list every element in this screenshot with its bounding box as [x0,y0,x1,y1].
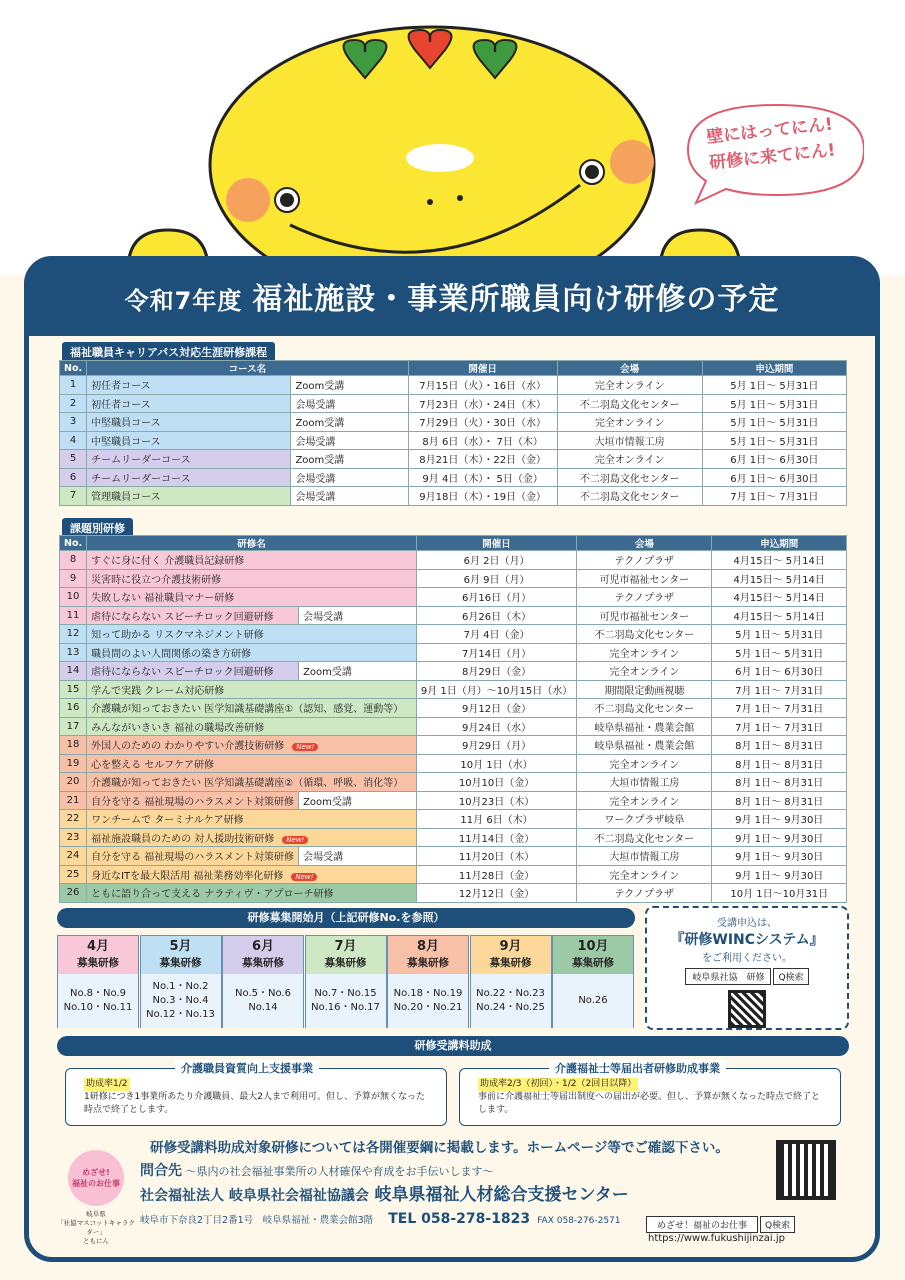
mascot-logo: めざせ! 福祉のお仕事 岐阜県 「社協マスコットキャラクター」 ともにん [56,1150,136,1246]
month-label: 10月 [577,939,609,954]
table-row [60,394,847,413]
cell-venue: 完全オンライン [577,865,712,884]
cell-name: 介護職が知っておきたい 医学知識基礎講座①（認知、感覚、運動等） [87,699,417,718]
contact-block [140,1160,629,1227]
month-sub: 募集研修 [159,957,202,969]
cell-period: 9月 1日〜 9月30日 [712,810,847,829]
topic-table [59,535,847,903]
month-label: 9月 [499,939,522,954]
footer-search [646,1216,795,1233]
month-label: 7月 [334,939,357,954]
month-line: No.7・No.15 [314,988,377,999]
cell-period: 5月 1日〜 5月31日 [702,394,846,413]
website-url[interactable]: https://www.fukushijinzai.jp [648,1233,786,1244]
cell-sub: 会場受講 [291,487,408,506]
cell-period: 7月 1日〜 7月31日 [712,699,847,718]
winc-box [645,906,849,1030]
cell-venue: テクノプラザ [577,551,712,570]
cell-no: 6 [60,468,87,487]
topic-section-label: 課題別研修 [62,518,133,538]
col-venue: 会場 [577,536,712,551]
cell-venue: 大垣市情報工房 [577,847,712,866]
cell-name: 中堅職員コース [87,431,291,450]
cell-no: 17 [60,717,87,736]
month-line: No.8・No.9 [70,988,126,999]
cell-no: 7 [60,487,87,506]
cell-date: 8月29日（金） [416,662,576,681]
cell-date: 10月 1日（水） [416,754,576,773]
cell-period: 8月 1日〜 8月31日 [712,754,847,773]
month-label: 6月 [251,939,275,954]
months-bar: 研修募集開始月（上記研修No.を参照） [57,908,635,928]
table-row [60,791,847,810]
winc-line1: 受講申込は、 [717,918,777,929]
cell-venue: 不二羽島文化センター [557,468,702,487]
month-line: No.3・No.4 [152,995,209,1006]
cell-name: チームリーダーコース [87,468,291,487]
cell-name: 中堅職員コース [87,413,291,432]
cell-no: 19 [60,754,87,773]
month-line: No.10・No.11 [63,1002,133,1013]
table-row [60,551,847,570]
col-venue: 会場 [557,361,702,376]
winc-line2: をご利用ください。 [702,953,792,964]
table-row [60,625,847,644]
tel: TEL 058-278-1823 [388,1211,531,1227]
cell-venue: 可児市福祉センター [577,606,712,625]
subsidy-left-box [65,1068,447,1126]
cell-date: 11月28日（金） [416,865,576,884]
cell-venue: 不二羽島文化センター [577,828,712,847]
winc-system: 『研修WINCシステム』 [670,932,824,948]
col-date: 開催日 [416,536,576,551]
table-row [60,450,847,469]
cell-no: 16 [60,699,87,718]
cell-venue: 期間限定動画視聴 [577,680,712,699]
table-row [60,736,847,755]
cell-no: 12 [60,625,87,644]
table-row [60,847,847,866]
table-row [60,431,847,450]
month-tab [57,935,139,1028]
cell-name [87,865,417,884]
table-row [60,413,847,432]
cell-no: 14 [60,662,87,681]
col-date: 開催日 [408,361,557,376]
month-tab [140,935,222,1028]
cell-period: 7月 1日〜 7月31日 [712,717,847,736]
table-row [60,810,847,829]
month-line: No.26 [578,995,608,1006]
col-name: 研修名 [87,536,417,551]
table-row [60,468,847,487]
table-row [60,773,847,792]
subsidy-right-text: 事前に介護福祉士等届出制度への届出が必要。但し、予算が無くなった時点で終了とします。 [478,1092,821,1115]
cell-date: 10月23日（木） [416,791,576,810]
tagline: 〜県内の社会福祉事業所の人材確保や育成をお手伝いします〜 [185,1165,494,1178]
cell-no: 11 [60,606,87,625]
cell-no: 15 [60,680,87,699]
cell-name: 知って助かる リスクマネジメント研修 [87,625,417,644]
cell-period: 8月 1日〜 8月31日 [712,773,847,792]
new-badge: New! [292,743,318,751]
cell-no: 4 [60,431,87,450]
cell-no: 9 [60,569,87,588]
training-name: 福祉施設職員のための 対人援助技術研修 [91,833,275,845]
winc-search-button[interactable]: Q検索 [773,968,808,985]
cell-name: 管理職員コース [87,487,291,506]
cell-name: 介護職が知っておきたい 医学知識基礎講座②（循環、呼吸、消化等） [87,773,417,792]
cell-sub: 会場受講 [299,847,417,866]
career-table [59,360,847,506]
table-row [60,643,847,662]
month-tab [552,935,634,1028]
center-name: 岐阜県福祉人材総合支援センター [374,1185,629,1205]
col-period: 申込期間 [712,536,847,551]
cell-name: 虐待にならない スピーチロック回避研修 [87,606,299,625]
footer-search-input[interactable]: めざせ！福祉のお仕事 [646,1216,758,1233]
month-line: No.5・No.6 [235,988,291,999]
month-sub: 募集研修 [324,957,367,969]
cell-no: 5 [60,450,87,469]
month-line: No.24・No.25 [476,1002,545,1013]
cell-date: 11月14日（金） [416,828,576,847]
cell-date: 9月 4日（木）・ 5日（金） [408,468,557,487]
training-name: 身近なITを最大限活用 福祉業務効率化研修 [91,870,284,882]
cell-name: みんながいきいき 福祉の職場改善研修 [87,717,417,736]
cell-venue: 不二羽島文化センター [577,625,712,644]
table-row [60,754,847,773]
cell-period: 4月15日〜 5月14日 [712,569,847,588]
month-line: No.18・No.19 [393,988,463,999]
cell-venue: テクノプラザ [577,588,712,607]
cell-name [87,828,417,847]
cell-venue: 完全オンライン [577,662,712,681]
cell-date: 7月15日（火）・16日（水） [408,376,557,395]
qr-code-icon [728,990,766,1028]
cell-no: 24 [60,847,87,866]
subsidy-left-text: 1研修につき1事業所あたり介護職員、最大2人まで利用可。但し、予算が無くなった時点で終了とします。 [84,1092,426,1115]
month-line: No.12・No.13 [146,1009,215,1020]
cell-no: 26 [60,884,87,903]
subsidy-right-rate: 助成率2/3（初回）・1/2（2回目以降） [480,1079,637,1089]
career-section-label: 福祉職員キャリアパス対応生涯研修課程 [62,342,275,362]
month-tab [222,935,304,1028]
cell-period: 4月15日〜 5月14日 [712,606,847,625]
new-badge: New! [282,836,308,844]
month-line: No.14 [248,1002,278,1013]
cell-no: 13 [60,643,87,662]
page-title: 令和7年度 福祉施設・事業所職員向け研修の予定 [124,282,780,317]
cell-period: 6月 1日〜 6月30日 [712,662,847,681]
col-no: No. [60,361,87,376]
cell-date: 9月24日（水） [416,717,576,736]
cell-period: 5月 1日〜 5月31日 [702,413,846,432]
subsidy-bar: 研修受講料助成 [57,1036,849,1056]
cell-date: 7月29日（火）・30日（水） [408,413,557,432]
cell-date: 6月16日（月） [416,588,576,607]
cell-date: 6月26日（木） [416,606,576,625]
cell-no: 1 [60,376,87,395]
winc-search-input[interactable]: 岐阜県社協 研修 [685,968,771,985]
cell-name: すぐに身に付く 介護職員記録研修 [87,551,417,570]
subsidy-left-title: 介護職員資質向上支援事業 [175,1060,319,1076]
cell-date: 7月14日（月） [416,643,576,662]
cell-no: 3 [60,413,87,432]
cell-period: 5月 1日〜 5月31日 [712,625,847,644]
cell-period: 8月 1日〜 8月31日 [712,791,847,810]
cell-period: 5月 1日〜 5月31日 [702,376,846,395]
subsidy-left-rate: 助成率1/2 [86,1079,128,1089]
cell-venue: テクノプラザ [577,884,712,903]
month-line: No.20・No.21 [393,1002,463,1013]
cell-name: 失敗しない 福祉職員マナー研修 [87,588,417,607]
cell-venue: 完全オンライン [577,643,712,662]
table-row [60,680,847,699]
cell-no: 23 [60,828,87,847]
col-name: コース名 [87,361,409,376]
month-tab [470,935,552,1028]
cell-date: 6月 9日（月） [416,569,576,588]
cell-date: 9月29日（月） [416,736,576,755]
table-row [60,865,847,884]
cell-venue: 完全オンライン [557,450,702,469]
month-label: 4月 [86,939,110,954]
cell-venue: 不二羽島文化センター [577,699,712,718]
cell-sub: 会場受講 [299,606,417,625]
cell-venue: 完全オンライン [557,413,702,432]
cell-period: 9月 1日〜 9月30日 [712,828,847,847]
training-name: 外国人のための わかりやすい介護技術研修 [91,741,285,753]
cell-venue: 不二羽島文化センター [557,394,702,413]
cell-period: 6月 1日〜 6月30日 [702,468,846,487]
month-line: No.1・No.2 [152,981,209,992]
col-period: 申込期間 [702,361,846,376]
cell-period: 4月15日〜 5月14日 [712,588,847,607]
month-sub: 募集研修 [572,957,614,969]
cell-sub: Zoom受講 [291,413,408,432]
cell-no: 10 [60,588,87,607]
cell-no: 21 [60,791,87,810]
inquiry-label: 問合先 [140,1163,182,1179]
cell-name: チームリーダーコース [87,450,291,469]
col-no: No. [60,536,87,551]
table-row [60,884,847,903]
bubble-text: 壁にはってにん! 研修に来てにん! [705,114,837,174]
cell-venue: 可児市福祉センター [577,569,712,588]
cell-period: 5月 1日〜 5月31日 [712,643,847,662]
cell-date: 8月 6日（水）・ 7日（木） [408,431,557,450]
cell-venue: 完全オンライン [577,791,712,810]
table-row [60,606,847,625]
cell-name: 初任者コース [87,394,291,413]
month-sub: 募集研修 [489,957,532,969]
cell-venue: 大垣市情報工房 [557,431,702,450]
cell-date: 11月 6日（木） [416,810,576,829]
month-line: No.16・No.17 [311,1002,380,1013]
cell-venue: 完全オンライン [577,754,712,773]
cell-venue: 不二羽島文化センター [557,487,702,506]
cell-date: 11月20日（木） [416,847,576,866]
table-row [60,569,847,588]
cell-period: 4月15日〜 5月14日 [712,551,847,570]
new-badge: New! [291,873,317,881]
month-line: No.22・No.23 [476,988,545,999]
cell-venue: 岐阜県福祉・農業会館 [577,736,712,755]
fax: FAX 058-276-2571 [537,1216,621,1226]
org-name: 社会福祉法人 岐阜県社会福祉協議会 [140,1188,369,1204]
table-row [60,717,847,736]
cell-name: 自分を守る 福祉現場のハラスメント対策研修 [87,791,299,810]
table-row [60,699,847,718]
cell-venue: 完全オンライン [557,376,702,395]
cell-date: 9月18日（木）・19日（金） [408,487,557,506]
cell-sub: Zoom受講 [299,791,417,810]
cell-date: 9月 1日（月）〜10月15日（水） [416,680,576,699]
table-row [60,487,847,506]
subsidy-right-box [459,1068,841,1126]
cell-name: 災害時に役立つ介護技術研修 [87,569,417,588]
cell-period: 8月 1日〜 8月31日 [712,736,847,755]
cell-date: 8月21日（木）・22日（金） [408,450,557,469]
month-tab [305,935,387,1028]
cell-name: 職員間のよい人間関係の築き方研修 [87,643,417,662]
cell-date: 10月10日（金） [416,773,576,792]
cell-sub: 会場受講 [291,431,408,450]
table-row [60,588,847,607]
cell-date: 6月 2日（月） [416,551,576,570]
cell-date: 9月12日（金） [416,699,576,718]
cell-period: 6月 1日〜 6月30日 [702,450,846,469]
month-label: 8月 [416,939,440,954]
cell-period: 5月 1日〜 5月31日 [702,431,846,450]
cell-name: 虐待にならない スピーチロック回避研修 [87,662,299,681]
table-row [60,828,847,847]
cell-no: 2 [60,394,87,413]
cell-name: ワンチームで ターミナルケア研修 [87,810,417,829]
address: 岐阜市下奈良2丁目2番1号 岐阜県福祉・農業会館3階 [140,1215,374,1226]
cell-date: 7月 4日（金） [416,625,576,644]
footer-search-button[interactable]: Q検索 [760,1216,795,1233]
cell-period: 9月 1日〜 9月30日 [712,847,847,866]
cell-name: 心を整える セルフケア研修 [87,754,417,773]
subsidy-right-title: 介護福祉士等届出者研修助成事業 [549,1060,726,1076]
cell-no: 22 [60,810,87,829]
cell-period: 7月 1日〜 7月31日 [702,487,846,506]
table-row [60,376,847,395]
cell-venue: 岐阜県福祉・農業会館 [577,717,712,736]
month-sub: 募集研修 [77,957,119,969]
cell-name: ともに語り合って支える ナラティヴ・アプローチ研修 [87,884,417,903]
month-tab [387,935,469,1028]
cell-date: 7月23日（水）・24日（木） [408,394,557,413]
cell-date: 12月12日（金） [416,884,576,903]
cell-name: 初任者コース [87,376,291,395]
cell-name: 学んで実践 クレーム対応研修 [87,680,417,699]
cell-venue: 大垣市情報工房 [577,773,712,792]
footer-qr-icon [776,1140,836,1200]
cell-no: 18 [60,736,87,755]
cell-period: 10月 1日〜10月31日 [712,884,847,903]
cell-sub: Zoom受講 [299,662,417,681]
month-label: 5月 [169,939,192,954]
cell-no: 25 [60,865,87,884]
month-sub: 募集研修 [407,957,449,969]
month-sub: 募集研修 [242,957,284,969]
cell-sub: 会場受講 [291,468,408,487]
cell-venue: ワークプラザ岐阜 [577,810,712,829]
cell-no: 20 [60,773,87,792]
cell-name: 自分を守る 福祉現場のハラスメント対策研修 [87,847,299,866]
cell-sub: Zoom受講 [291,376,408,395]
cell-period: 9月 1日〜 9月30日 [712,865,847,884]
cell-name [87,736,417,755]
footer-note: 研修受講料助成対象研修については各開催要綱に掲載します。ホームページ等でご確認下さい。 [150,1140,729,1156]
cell-no: 8 [60,551,87,570]
cell-period: 7月 1日〜 7月31日 [712,680,847,699]
cell-sub: 会場受講 [291,394,408,413]
cell-sub: Zoom受講 [291,450,408,469]
table-row [60,662,847,681]
